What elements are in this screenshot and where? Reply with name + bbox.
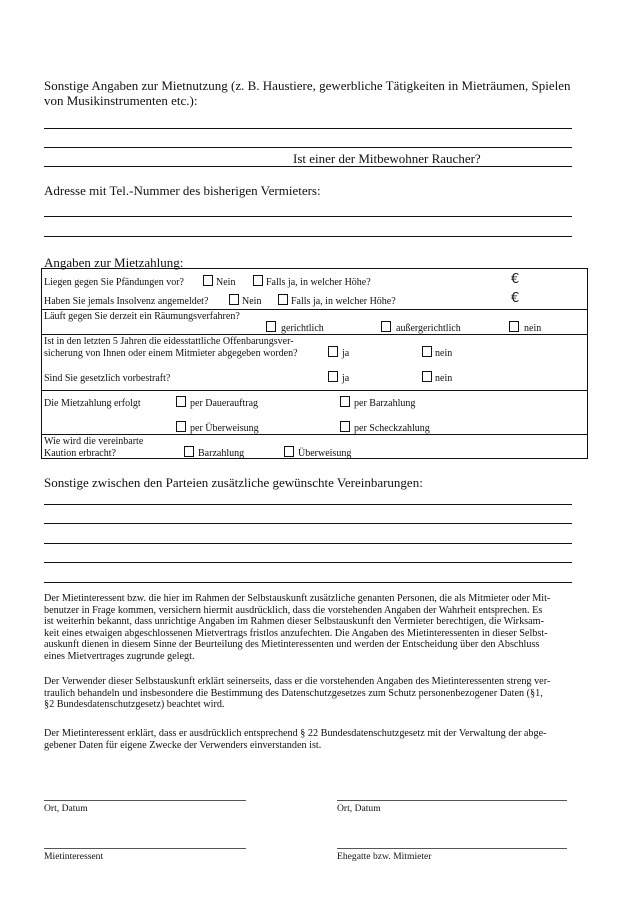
criminal-yes-label: ja	[342, 373, 350, 384]
cheque-payment-label: per Scheckzahlung	[354, 423, 430, 434]
table-divider	[42, 434, 587, 435]
insolvency-yes-checkbox[interactable]	[278, 294, 288, 305]
table-divider	[42, 390, 587, 391]
tenant-place-date-label: Ort, Datum	[44, 803, 88, 814]
payment-heading: Angaben zur Mietzahlung:	[44, 255, 184, 270]
spouse-signature-line[interactable]	[337, 848, 567, 849]
landlord-answer-line-1[interactable]	[44, 216, 572, 217]
oath-no-label: nein	[435, 348, 453, 359]
insolvency-no-label: Nein	[242, 296, 262, 307]
usage-answer-line-2[interactable]	[44, 147, 572, 148]
cheque-payment-checkbox[interactable]	[340, 421, 350, 432]
insolvency-no-checkbox[interactable]	[229, 294, 239, 305]
garnishment-no-label: Nein	[216, 277, 236, 288]
deposit-transfer-checkbox[interactable]	[284, 446, 294, 457]
usage-heading-line2: von Musikinstrumenten etc.):	[44, 93, 198, 108]
declaration-line: benutzer in Frage kommen, versichern hiermit ausdrücklich, dass die vorstehenden Angaben der Wahrheit entsprechen. Es	[44, 604, 543, 616]
agreements-answer-line-1[interactable]	[44, 504, 572, 505]
cash-payment-checkbox[interactable]	[340, 396, 350, 407]
landlord-address-heading: Adresse mit Tel.-Nummer des bisherigen Vermieters:	[44, 183, 321, 198]
deposit-cash-checkbox[interactable]	[184, 446, 194, 457]
declaration-line: eines Mietvertrages zugrunde gelegt.	[44, 650, 195, 662]
spouse-signature-label: Ehegatte bzw. Mitmieter	[337, 851, 432, 862]
bank-transfer-checkbox[interactable]	[176, 421, 186, 432]
agreements-answer-line-3[interactable]	[44, 543, 572, 544]
garnishment-yes-checkbox[interactable]	[253, 275, 263, 286]
bank-transfer-label: per Überweisung	[190, 423, 259, 434]
eviction-outofcourt-checkbox[interactable]	[381, 321, 391, 332]
eviction-outofcourt-label: außergerichtlich	[396, 323, 461, 334]
criminal-no-label: nein	[435, 373, 453, 384]
garnishment-currency: €	[511, 272, 520, 287]
deposit-cash-label: Barzahlung	[198, 448, 245, 459]
deposit-question-line2: Kaution erbracht?	[44, 448, 116, 459]
smoker-answer-line[interactable]	[44, 166, 572, 167]
oath-yes-checkbox[interactable]	[328, 346, 338, 357]
declaration-line: keit eines etwaigen abgeschlossenen Mietvertrags fristlos anzufechten. Die Angaben des Mietinteressenten in dieser Selbst-	[44, 627, 548, 639]
landlord-answer-line-2[interactable]	[44, 236, 572, 237]
declaration-line: Der Mietinteressent bzw. die hier im Rahmen der Selbstauskunft zusätzliche genanten Personen, die als Mitmieter oder Mit-	[44, 593, 551, 604]
spouse-place-date-line[interactable]	[337, 800, 567, 801]
agreements-answer-line-2[interactable]	[44, 523, 572, 524]
declaration-line: auskunft dienen in diesem Sinne der Beurteilung des Mietinteressenten und werden der Entscheidung über den Abschluss	[44, 639, 540, 651]
payment-method-question: Die Mietzahlung erfolgt	[44, 398, 141, 409]
cash-payment-label: per Barzahlung	[354, 398, 416, 409]
usage-answer-line-1[interactable]	[44, 128, 572, 129]
declaration-line: traulich behandeln und insbesondere die Bestimmung des Datenschutzgesetzes zum Schutz personenbezogener Daten (§1,	[44, 687, 543, 699]
criminal-yes-checkbox[interactable]	[328, 371, 338, 382]
declaration-truthfulness	[44, 593, 580, 663]
insolvency-question: Haben Sie jemals Insolvenz angemeldet?	[44, 296, 209, 307]
agreements-answer-line-4[interactable]	[44, 562, 572, 563]
criminal-record-question: Sind Sie gesetzlich vorbestraft?	[44, 373, 171, 384]
spouse-place-date-label: Ort, Datum	[337, 803, 381, 814]
agreements-heading: Sonstige zwischen den Parteien zusätzliche gewünschte Vereinbarungen:	[44, 475, 423, 490]
declaration-line: gebener Daten für eigene Zwecke der Verwenders einverstanden ist.	[44, 739, 322, 751]
oath-yes-label: ja	[342, 348, 350, 359]
declaration-data-consent	[44, 728, 580, 751]
insolvency-yes-label: Falls ja, in welcher Höhe?	[291, 296, 396, 307]
garnishment-yes-label: Falls ja, in welcher Höhe?	[266, 277, 371, 288]
declaration-line: Der Mietinteressent erklärt, dass er ausdrücklich entsprechend § 22 Bundesdatenschutzgesetz mit der Verwaltung der abge-	[44, 728, 547, 739]
insolvency-currency: €	[511, 291, 520, 306]
declaration-confidentiality	[44, 676, 580, 711]
eviction-no-checkbox[interactable]	[509, 321, 519, 332]
oath-no-checkbox[interactable]	[422, 346, 432, 357]
eviction-no-label: nein	[524, 323, 542, 334]
table-divider	[42, 309, 587, 310]
eviction-question: Läuft gegen Sie derzeit ein Räumungsverfahren?	[44, 311, 240, 322]
declaration-line: Der Verwender dieser Selbstauskunft erklärt seinerseits, dass er die vorstehenden Angaben des Mietinteressenten streng ver-	[44, 676, 551, 687]
tenant-signature-label: Mietinteressent	[44, 851, 104, 862]
oath-question-line2: sicherung von Ihnen oder einem Mitmieter abgegeben worden?	[44, 348, 298, 359]
declaration-line: §2 Bundesdatenschutzgesetz) beachtet wird.	[44, 699, 225, 711]
oath-question-line1: Ist in den letzten 5 Jahren die eidesstattliche Offenbarungsver-	[44, 336, 294, 347]
tenant-signature-line[interactable]	[44, 848, 246, 849]
standing-order-label: per Dauerauftrag	[190, 398, 259, 409]
deposit-question-line1: Wie wird die vereinbarte	[44, 436, 144, 447]
usage-heading-line1: Sonstige Angaben zur Mietnutzung (z. B. Haustiere, gewerbliche Tätigkeiten in Mieträumen, Spielen	[44, 78, 571, 93]
criminal-no-checkbox[interactable]	[422, 371, 432, 382]
agreements-answer-line-5[interactable]	[44, 582, 572, 583]
garnishment-question: Liegen gegen Sie Pfändungen vor?	[44, 277, 184, 288]
smoker-question: Ist einer der Mitbewohner Raucher?	[293, 151, 481, 166]
deposit-transfer-label: Überweisung	[298, 448, 352, 459]
table-divider	[42, 334, 587, 335]
eviction-court-checkbox[interactable]	[266, 321, 276, 332]
eviction-court-label: gerichtlich	[281, 323, 324, 334]
garnishment-no-checkbox[interactable]	[203, 275, 213, 286]
standing-order-checkbox[interactable]	[176, 396, 186, 407]
declaration-line: ist weiterhin bekannt, dass unrichtige Angaben im Rahmen dieser Selbstauskunft den Vermieter berechtigen, die Wirksam-	[44, 616, 544, 628]
tenant-place-date-line[interactable]	[44, 800, 246, 801]
